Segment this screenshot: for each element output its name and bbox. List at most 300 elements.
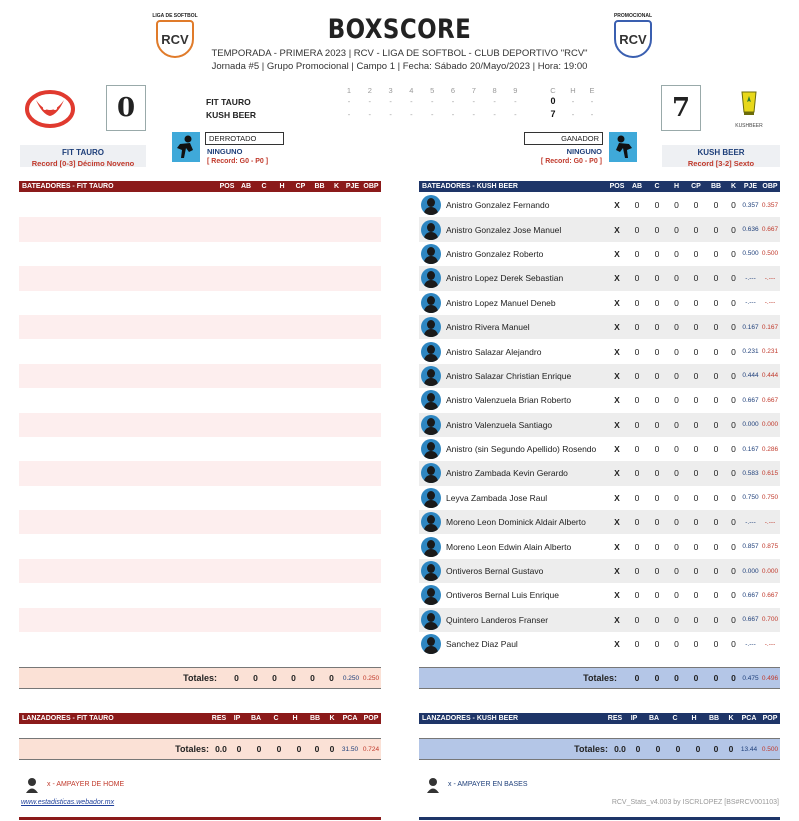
away-pitch-pca: 31.50 [341, 745, 359, 753]
player-stat: 0 [674, 248, 679, 259]
kush-beer-logo-text: KUSHBEER [735, 123, 763, 129]
home-batting-title: BATEADORES - KUSH BEER [422, 183, 518, 190]
col-k: K [333, 183, 340, 190]
table-row [19, 364, 381, 388]
promo-logo-text: RCV [619, 31, 647, 47]
player-stat: 0 [654, 273, 660, 284]
player-pos: X [614, 639, 620, 650]
home-pitch-ba: 0 [635, 744, 641, 754]
player-stat: 0 [731, 492, 736, 503]
promo-logo-label: PROMOCIONAL [613, 13, 653, 19]
table-row [419, 461, 780, 485]
player-avatar-icon [421, 488, 441, 508]
home-totals-label: Totales: [583, 673, 617, 683]
away-total-pje: 0.250 [342, 674, 360, 682]
col-pop: POP [363, 715, 379, 722]
home-total-bb: 0 [713, 673, 719, 683]
player-stat: 0 [634, 200, 640, 211]
col-ip: IP [233, 715, 241, 722]
player-name: Ontiveros Bernal Gustavo [446, 566, 544, 577]
footer-bar-left [19, 817, 381, 820]
player-stat: 0 [654, 224, 660, 235]
home-total-ab: 0 [634, 673, 640, 683]
player-stat: 0 [731, 444, 736, 455]
player-cell [419, 268, 607, 288]
player-stat: 0 [693, 444, 699, 455]
player-obp: 0.700 [761, 616, 779, 624]
player-pos: X [614, 370, 620, 381]
player-pje: 0.167 [742, 445, 759, 453]
inning-number: 6 [450, 86, 456, 95]
player-stat: 0 [634, 590, 640, 601]
inning-number: 7 [471, 86, 476, 95]
table-row [419, 388, 780, 412]
player-stat: 0 [654, 248, 660, 259]
col-res: RES [607, 715, 623, 722]
player-stat: 0 [654, 200, 660, 211]
player-obp: 0.286 [761, 445, 779, 453]
away-inning-value: - [430, 97, 434, 106]
col-h: H [292, 715, 298, 722]
player-stat: 0 [731, 322, 736, 333]
player-pos: X [614, 346, 620, 357]
home-inning-value: - [410, 110, 413, 119]
player-avatar-icon [421, 268, 441, 288]
player-pje: 0.167 [742, 323, 759, 331]
away-pitcher-name: NINGUNO [207, 147, 243, 156]
player-name: Moreno Leon Dominick Aldair Alberto [446, 517, 586, 528]
player-pje: -.--- [745, 299, 756, 307]
player-stat: 0 [731, 468, 736, 479]
away-inning-value: - [514, 97, 517, 106]
umpire-icon [24, 777, 40, 793]
player-cell [419, 463, 607, 483]
player-stat: 0 [713, 224, 719, 235]
player-pje: 0.231 [742, 348, 759, 356]
col-res: RES [211, 715, 227, 722]
player-stat: 0 [731, 370, 736, 381]
player-pje: 0.667 [742, 396, 759, 404]
player-stat: 0 [731, 639, 736, 650]
col-bb: BB [309, 715, 321, 722]
player-stat: 0 [713, 370, 719, 381]
player-pje: 0.583 [742, 469, 759, 477]
player-stat: 0 [654, 492, 660, 503]
player-avatar-icon [421, 415, 441, 435]
version-text: RCV_Stats_v4.003 by ISCRLOPEZ [BS#RCV001103] [611, 799, 779, 806]
col-pje: PJE [345, 183, 360, 190]
player-stat: 0 [634, 639, 640, 650]
col-obp: OBP [363, 183, 379, 190]
col-pop: POP [762, 715, 778, 722]
col-cp: CP [691, 183, 701, 190]
player-stat: 0 [731, 517, 736, 528]
player-stat: 0 [674, 468, 679, 479]
home-pitch-pca: 13.44 [740, 745, 758, 753]
player-name: Anistro (sin Segundo Apellido) Rosendo [446, 444, 597, 455]
player-stat: 0 [693, 492, 699, 503]
player-stat: 0 [654, 517, 660, 528]
table-row [419, 339, 780, 363]
player-cell [419, 561, 607, 581]
away-runs: 0 [550, 96, 556, 106]
player-obp: 0.875 [761, 543, 779, 551]
table-row [419, 364, 780, 388]
away-inning-value: - [451, 97, 455, 106]
player-obp: 0.500 [761, 250, 779, 258]
player-pos: X [614, 614, 620, 625]
player-stat: 0 [731, 224, 736, 235]
player-name: Anistro Zambada Kevin Gerardo [446, 468, 568, 479]
player-stat: 0 [731, 273, 736, 284]
player-cell [419, 342, 607, 362]
home-team-name: KUSH BEER [697, 148, 745, 157]
away-batting-title: BATEADORES - FIT TAURO [22, 183, 114, 190]
player-avatar-icon [421, 317, 441, 337]
player-name: Anistro Valenzuela Santiago [446, 419, 553, 430]
fit-tauro-logo-icon [24, 88, 76, 128]
player-name: Anistro Salazar Christian Enrique [446, 370, 572, 381]
home-pitch-c: 0 [655, 744, 661, 754]
col-pos: POS [219, 183, 235, 190]
player-stat: 0 [693, 541, 699, 552]
away-team-name: FIT TAURO [61, 148, 105, 157]
player-stat: 0 [693, 224, 699, 235]
player-stat: 0 [674, 297, 679, 308]
player-obp: 0.667 [761, 226, 779, 234]
away-total-obp: 0.250 [362, 674, 380, 682]
player-stat: 0 [713, 297, 719, 308]
home-inning-value: - [472, 110, 476, 119]
player-pje: 0.636 [742, 226, 759, 234]
player-pos: X [614, 224, 620, 235]
player-cell [419, 195, 607, 215]
home-inning-value: - [368, 110, 372, 119]
player-name: Anistro Gonzalez Fernando [446, 200, 550, 211]
linescore-grid [342, 86, 612, 126]
player-pos: X [614, 566, 620, 577]
player-obp: -.--- [764, 640, 776, 648]
home-pitching-title: LANZADORES - KUSH BEER [422, 715, 519, 722]
linescore-home-name: KUSH BEER [206, 110, 257, 120]
away-hits: - [571, 97, 575, 106]
home-team-card [662, 145, 780, 167]
away-team-record: Record [0-3] Décimo Noveno [31, 159, 135, 168]
inning-number: 3 [388, 86, 393, 95]
player-stat: 0 [693, 273, 699, 284]
col-ba: BA [250, 715, 262, 722]
player-name: Anistro Lopez Manuel Deneb [446, 297, 556, 308]
player-stat: 0 [674, 614, 679, 625]
home-pitch-totals-label: Totales: [574, 744, 608, 754]
player-pos: X [614, 590, 620, 601]
player-stat: 0 [713, 566, 719, 577]
game-info: Jornada #5 | Grupo Promocional | Campo 1 | Fecha: Sábado 20/Mayo/2023 | Hora: 19:00 [211, 61, 588, 72]
player-stat: 0 [674, 346, 679, 357]
player-stat: 0 [731, 346, 736, 357]
home-score: 7 [661, 85, 701, 131]
player-stat: 0 [674, 492, 679, 503]
player-stat: 0 [634, 566, 640, 577]
player-avatar-icon [421, 463, 441, 483]
col-bb: BB [314, 183, 325, 190]
player-obp: -.--- [764, 274, 776, 282]
umpire-icon [425, 777, 441, 793]
away-inning-value: - [410, 97, 413, 106]
player-pje: 0.000 [742, 421, 759, 429]
player-avatar-icon [421, 244, 441, 264]
away-pitch-ip: 0.0 [215, 744, 227, 754]
player-cell [419, 512, 607, 532]
player-stat: 0 [693, 566, 699, 577]
player-name: Anistro Lopez Derek Sebastian [446, 273, 564, 284]
player-name: Leyva Zambada Jose Raul [446, 492, 548, 503]
home-pitcher-record: [ Record: G0 - P0 ] [540, 158, 602, 165]
home-hits: - [571, 110, 575, 119]
player-stat: 0 [713, 346, 719, 357]
player-pos: X [614, 517, 620, 528]
player-stat: 0 [654, 346, 660, 357]
table-row [19, 242, 381, 266]
home-pitcher-name: NINGUNO [566, 147, 602, 156]
player-pje: -.--- [745, 640, 756, 648]
col-ab: AB [240, 183, 252, 190]
table-row [19, 461, 381, 485]
col-ba: BA [648, 715, 660, 722]
away-pitching-title: LANZADORES - FIT TAURO [22, 715, 114, 722]
home-batting-totals [419, 667, 780, 689]
player-stat: 0 [713, 273, 719, 284]
player-stat: 0 [713, 395, 719, 406]
player-name: Anistro Gonzalez Jose Manuel [446, 224, 562, 235]
table-row [19, 315, 381, 339]
player-obp: 0.357 [761, 201, 779, 209]
player-cell [419, 610, 607, 630]
away-total-h: 0 [272, 673, 277, 683]
website-link[interactable]: www.estadisticas.webador.mx [21, 799, 115, 806]
away-total-c: 0 [253, 673, 258, 683]
player-obp: -.--- [764, 299, 776, 307]
home-total-c: 0 [654, 673, 660, 683]
table-row [19, 510, 381, 534]
player-stat: 0 [634, 273, 640, 284]
away-total-bb: 0 [310, 673, 315, 683]
home-inning-value: - [347, 110, 351, 119]
player-stat: 0 [674, 322, 679, 333]
table-row [419, 486, 780, 510]
player-stat: 0 [693, 590, 699, 601]
player-stat: 0 [693, 322, 699, 333]
player-avatar-icon [421, 634, 441, 654]
away-pitch-ba: 0 [236, 744, 242, 754]
player-stat: 0 [674, 273, 679, 284]
col-obp: OBP [762, 183, 778, 190]
col-bb: BB [710, 183, 722, 190]
player-stat: 0 [674, 444, 679, 455]
player-stat: 0 [693, 468, 699, 479]
kush-beer-logo-icon [732, 88, 766, 118]
inning-number: 2 [367, 86, 372, 95]
player-stat: 0 [693, 346, 699, 357]
player-stat: 0 [654, 566, 660, 577]
player-stat: 0 [731, 590, 736, 601]
page-title: BOXSCORE [327, 14, 472, 45]
player-stat: 0 [693, 614, 699, 625]
player-avatar-icon [421, 366, 441, 386]
player-stat: 0 [654, 297, 660, 308]
col-k: K [730, 183, 737, 190]
table-row [19, 291, 381, 315]
player-stat: 0 [674, 541, 679, 552]
table-row [419, 266, 780, 290]
away-totals-label: Totales: [183, 673, 217, 683]
player-stat: 0 [634, 444, 640, 455]
player-obp: 0.000 [761, 421, 779, 429]
player-cell [419, 317, 607, 337]
away-inning-value: - [493, 97, 496, 106]
player-stat: 0 [713, 248, 719, 259]
table-row [419, 632, 780, 656]
table-row [419, 217, 780, 241]
col-pje: PJE [743, 183, 758, 190]
player-stat: 0 [674, 419, 679, 430]
home-total-k: 0 [731, 673, 736, 683]
player-stat: 0 [693, 517, 699, 528]
hits-col: H [570, 86, 576, 95]
away-pitch-c: 0 [256, 744, 262, 754]
home-inning-value: - [451, 110, 455, 119]
player-pje: -.--- [745, 274, 756, 282]
player-pje: 0.857 [742, 543, 759, 551]
away-inning-value: - [472, 97, 476, 106]
player-name: Ontiveros Bernal Luis Enrique [446, 590, 559, 601]
home-status: GANADOR [524, 132, 603, 145]
away-pitch-k: 0 [314, 744, 320, 754]
player-stat: 0 [693, 200, 699, 211]
home-total-pje: 0.475 [742, 674, 759, 682]
col-k: K [728, 715, 734, 722]
player-pos: X [614, 419, 620, 430]
home-total-obp: 0.496 [761, 674, 779, 682]
away-inning-value: - [368, 97, 372, 106]
league-logo-text: RCV [161, 31, 189, 47]
col-h: H [673, 183, 680, 190]
player-pos: X [614, 541, 620, 552]
player-pos: X [614, 395, 620, 406]
player-stat: 0 [693, 297, 699, 308]
home-inning-value: - [389, 110, 392, 119]
table-row [419, 583, 780, 607]
table-row [419, 559, 780, 583]
away-status: DERROTADO [205, 132, 284, 145]
player-stat: 0 [731, 395, 736, 406]
away-pitching-header [19, 713, 381, 724]
player-stat: 0 [713, 468, 719, 479]
player-stat: 0 [654, 419, 660, 430]
table-row [419, 242, 780, 266]
table-row [419, 193, 780, 217]
home-pitching-totals [419, 738, 780, 760]
home-pitching-header [419, 713, 780, 724]
inning-number: 9 [513, 86, 518, 95]
player-stat: 0 [674, 590, 679, 601]
table-row [419, 413, 780, 437]
col-ip: IP [630, 715, 638, 722]
player-obp: 0.000 [761, 567, 779, 575]
player-stat: 0 [713, 517, 719, 528]
player-pje: 0.444 [742, 372, 759, 380]
player-pje: -.--- [745, 518, 756, 526]
table-row [19, 339, 381, 363]
away-total-cp: 0 [291, 673, 296, 683]
col-pos: POS [609, 183, 625, 190]
player-stat: 0 [634, 395, 640, 406]
player-name: Moreno Leon Edwin Alain Alberto [446, 541, 572, 552]
col-bb: BB [708, 715, 720, 722]
inning-number: 1 [346, 86, 352, 95]
player-stat: 0 [634, 224, 640, 235]
player-name: Anistro Gonzalez Roberto [446, 248, 544, 259]
player-stat: 0 [674, 224, 679, 235]
player-avatar-icon [421, 220, 441, 240]
player-stat: 0 [654, 322, 660, 333]
season-info: TEMPORADA - PRIMERA 2023 | RCV - LIGA DE SOFTBOL - CLUB DEPORTIVO "RCV" [211, 48, 588, 59]
table-row [19, 266, 381, 290]
player-avatar-icon [421, 195, 441, 215]
player-avatar-icon [421, 512, 441, 532]
player-stat: 0 [654, 639, 660, 650]
home-runs: 7 [550, 109, 556, 119]
player-stat: 0 [654, 395, 660, 406]
player-stat: 0 [713, 590, 719, 601]
player-cell [419, 415, 607, 435]
player-pje: 0.000 [742, 567, 759, 575]
player-pos: X [614, 322, 620, 333]
col-cp: CP [295, 183, 306, 190]
player-obp: 0.444 [761, 372, 779, 380]
player-avatar-icon [421, 537, 441, 557]
away-total-k: 0 [329, 673, 334, 683]
player-stat: 0 [654, 444, 660, 455]
player-pje: 0.750 [742, 494, 759, 502]
player-stat: 0 [713, 444, 719, 455]
col-c: C [273, 715, 279, 722]
away-team-card [20, 145, 146, 167]
table-row [19, 534, 381, 558]
home-pitch-h: 0 [675, 744, 681, 754]
player-stat: 0 [731, 419, 736, 430]
away-pitcher-record: [ Record: G0 - P0 ] [207, 158, 269, 165]
home-pitcher-icon [609, 132, 637, 162]
league-logo [156, 20, 194, 58]
home-batting-header [419, 181, 780, 192]
away-pitch-pop: 0.724 [362, 745, 380, 753]
away-total-ab: 0 [234, 673, 239, 683]
player-stat: 0 [713, 419, 719, 430]
player-stat: 0 [654, 468, 660, 479]
player-stat: 0 [654, 370, 660, 381]
player-stat: 0 [731, 566, 736, 577]
player-stat: 0 [731, 541, 736, 552]
player-name: Sanchez Diaz Paul [446, 639, 518, 650]
table-row [419, 510, 780, 534]
player-pos: X [614, 200, 620, 211]
footer-bar-right [419, 817, 780, 820]
player-pje: 0.667 [742, 616, 759, 624]
player-cell [419, 537, 607, 557]
player-stat: 0 [634, 517, 640, 528]
player-stat: 0 [693, 419, 699, 430]
